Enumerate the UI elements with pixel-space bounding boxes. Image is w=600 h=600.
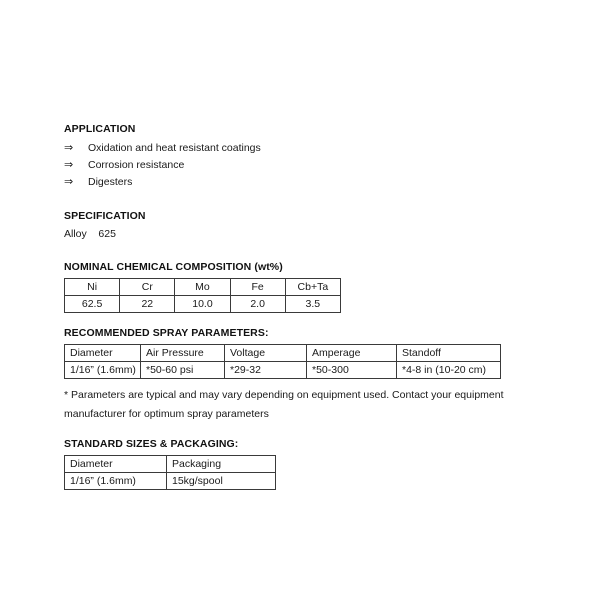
column-header-cell: Cr xyxy=(120,279,175,296)
table-cell: 1/16” (1.6mm) xyxy=(65,362,141,379)
application-heading: APPLICATION xyxy=(64,123,136,135)
table-cell: 2.0 xyxy=(230,296,285,313)
table-row xyxy=(65,473,276,490)
spacer xyxy=(64,191,534,209)
table-row xyxy=(65,362,501,379)
list-item xyxy=(64,140,534,157)
footnote-line: * Parameters are typical and may vary depending on equipment used. Contact your equipment xyxy=(64,389,504,401)
spray-parameters-footnote xyxy=(64,386,516,424)
table-row xyxy=(65,279,341,296)
table-row xyxy=(65,456,276,473)
spacer xyxy=(64,313,534,326)
double-arrow-icon: ⇒ xyxy=(64,142,74,154)
table-row xyxy=(65,296,341,313)
column-header-cell: Amperage xyxy=(307,345,397,362)
column-header-cell: Ni xyxy=(65,279,120,296)
column-header-cell: Cb+Ta xyxy=(285,279,340,296)
column-header-cell: Diameter xyxy=(65,456,167,473)
column-header-cell: Fe xyxy=(230,279,285,296)
table-cell: *29-32 xyxy=(225,362,307,379)
column-header-cell: Diameter xyxy=(65,345,141,362)
table-cell: 3.5 xyxy=(285,296,340,313)
specification-value: Alloy 625 xyxy=(64,228,116,240)
double-arrow-icon: ⇒ xyxy=(64,159,74,171)
spray-parameters-heading: RECOMMENDED SPRAY PARAMETERS: xyxy=(64,327,269,339)
table-row xyxy=(65,345,501,362)
spray-parameters-table xyxy=(64,344,501,379)
double-arrow-icon: ⇒ xyxy=(64,176,74,188)
column-header-cell: Air Pressure xyxy=(141,345,225,362)
column-header-cell: Packaging xyxy=(167,456,276,473)
spacer xyxy=(64,424,534,437)
specification-heading: SPECIFICATION xyxy=(64,210,146,222)
column-header-cell: Standoff xyxy=(397,345,501,362)
composition-table xyxy=(64,278,341,313)
application-item-label: Corrosion resistance xyxy=(88,159,185,171)
table-cell: 15kg/spool xyxy=(167,473,276,490)
footnote-line: manufacturer for optimum spray parameters xyxy=(64,408,269,420)
application-bullet-list xyxy=(64,140,534,191)
column-header-cell: Mo xyxy=(175,279,230,296)
document-content xyxy=(64,122,534,490)
table-cell: *4-8 in (10-20 cm) xyxy=(397,362,501,379)
application-item-label: Oxidation and heat resistant coatings xyxy=(88,142,261,154)
table-cell: 22 xyxy=(120,296,175,313)
standard-sizes-table xyxy=(64,455,276,490)
application-item-label: Digesters xyxy=(88,176,133,188)
standard-sizes-heading: STANDARD SIZES & PACKAGING: xyxy=(64,438,239,450)
column-header-cell: Voltage xyxy=(225,345,307,362)
table-cell: 10.0 xyxy=(175,296,230,313)
table-cell: 1/16” (1.6mm) xyxy=(65,473,167,490)
table-cell: *50-60 psi xyxy=(141,362,225,379)
list-item xyxy=(64,157,534,174)
table-cell: 62.5 xyxy=(65,296,120,313)
composition-heading: NOMINAL CHEMICAL COMPOSITION (wt%) xyxy=(64,261,283,273)
list-item xyxy=(64,174,534,191)
spacer xyxy=(64,242,534,260)
table-cell: *50-300 xyxy=(307,362,397,379)
